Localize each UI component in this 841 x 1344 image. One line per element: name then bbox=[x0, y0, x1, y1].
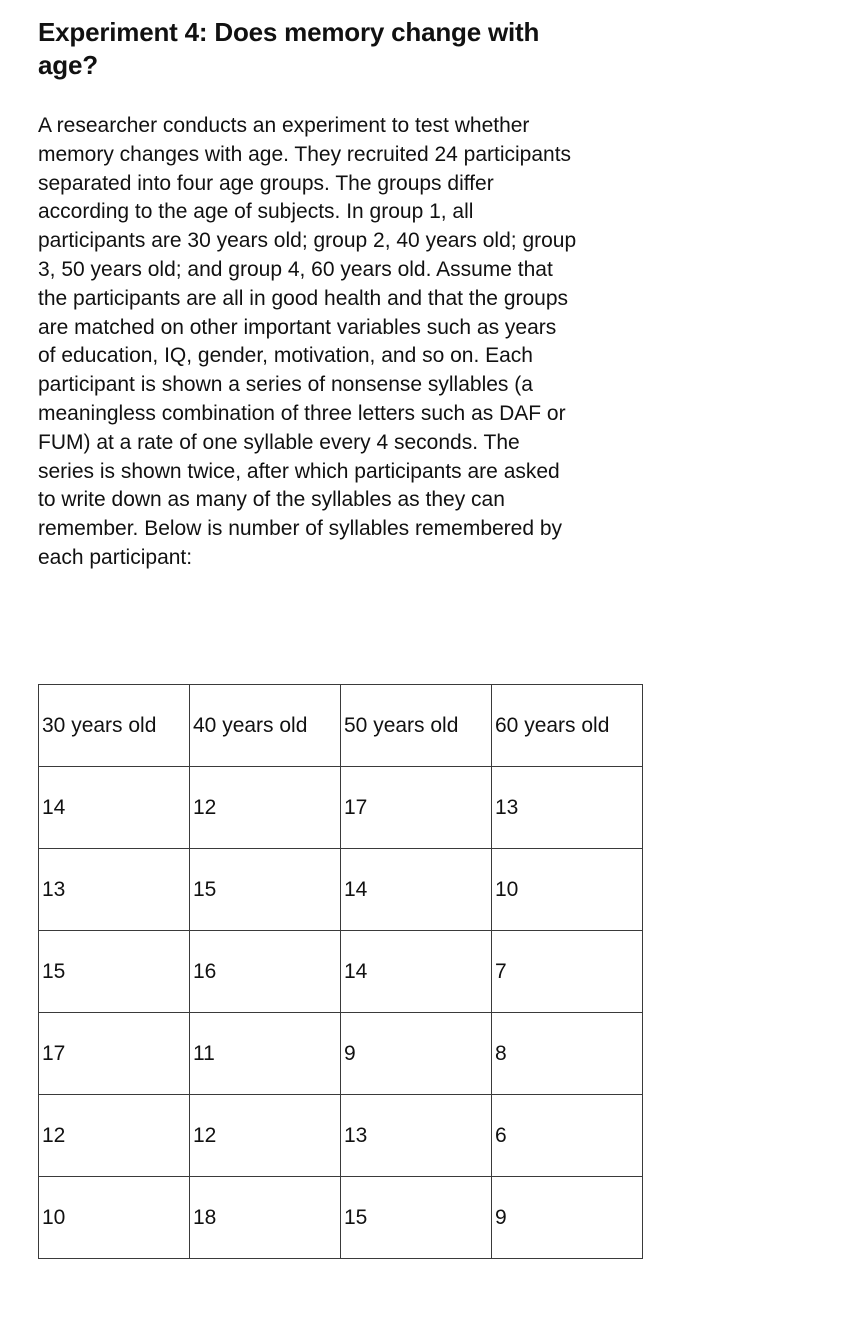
table-row bbox=[39, 767, 643, 849]
table-row bbox=[39, 1095, 643, 1177]
table-cell: 18 bbox=[190, 1177, 341, 1259]
table-cell: 9 bbox=[341, 1013, 492, 1095]
table-cell: 12 bbox=[190, 767, 341, 849]
experiment-description: A researcher conducts an experiment to test whether memory changes with age. They recruited 24 participants separated into four age groups. The groups differ according to the age of subjects. In group 1, all participants are 30 years old; group 2, 40 years old; group 3, 50 years old; and group 4, 60 years old. Assume that the participants are all in good health and that the groups are matched on other important variables such as years of education, IQ, gender, motivation, and so on. Each participant is shown a series of nonsense syllables (a meaningless combination of three letters such as DAF or FUM) at a rate of one syllable every 4 seconds. The series is shown twice, after which participants are asked to write down as many of the syllables as they can remember. Below is number of syllables remembered by each participant: bbox=[38, 114, 577, 569]
table-cell: 17 bbox=[39, 1013, 190, 1095]
table-header-row bbox=[39, 685, 643, 767]
table-cell: 7 bbox=[492, 931, 643, 1013]
table-row bbox=[39, 1177, 643, 1259]
table-cell: 17 bbox=[341, 767, 492, 849]
table-cell: 12 bbox=[39, 1095, 190, 1177]
document-title: Experiment 4: Does memory change with age? bbox=[38, 17, 540, 80]
table-cell: 13 bbox=[39, 849, 190, 931]
table-cell: 15 bbox=[190, 849, 341, 931]
header-30-years-old: 30 years old bbox=[39, 685, 190, 767]
table-cell: 14 bbox=[341, 849, 492, 931]
table-row bbox=[39, 849, 643, 931]
document-page bbox=[38, 16, 638, 1229]
table-cell: 14 bbox=[39, 767, 190, 849]
table-row bbox=[39, 1013, 643, 1095]
table-cell: 15 bbox=[39, 931, 190, 1013]
header-60-years-old: 60 years old bbox=[492, 685, 643, 767]
table-cell: 13 bbox=[492, 767, 643, 849]
table-cell: 6 bbox=[492, 1095, 643, 1177]
header-50-years-old: 50 years old bbox=[341, 685, 492, 767]
table-cell: 14 bbox=[341, 931, 492, 1013]
table-cell: 12 bbox=[190, 1095, 341, 1177]
table-cell: 15 bbox=[341, 1177, 492, 1259]
table-cell: 10 bbox=[39, 1177, 190, 1259]
syllables-remembered-table bbox=[38, 684, 643, 1259]
table-cell: 13 bbox=[341, 1095, 492, 1177]
table-cell: 16 bbox=[190, 931, 341, 1013]
table-cell: 8 bbox=[492, 1013, 643, 1095]
table-cell: 10 bbox=[492, 849, 643, 931]
table-row bbox=[39, 931, 643, 1013]
table-cell: 9 bbox=[492, 1177, 643, 1259]
header-40-years-old: 40 years old bbox=[190, 685, 341, 767]
table-cell: 11 bbox=[190, 1013, 341, 1095]
